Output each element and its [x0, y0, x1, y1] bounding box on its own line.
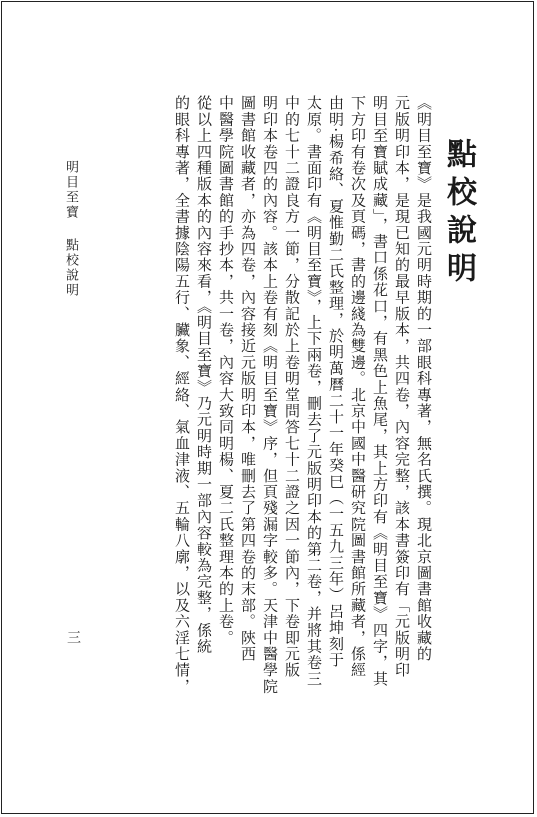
paragraph-2 — [171, 65, 215, 755]
text-line: 從以上四種版本的內容來看，《明目至寶》乃元明時期一部內容較為完整，係統 — [195, 95, 213, 655]
paragraph-1 — [215, 65, 435, 755]
text-line: 圖書館收藏者，亦為四卷，內容接近元版明印本，唯刪去了第四卷的末部。陝西 — [239, 95, 257, 662]
text-line: 下方印有卷次及頁碼，書的邊綫為雙邊。北京中國中醫研究院圖書館所藏者，係經 — [349, 95, 367, 679]
text-line: 的眼科專著，全書據陰陽五行、臟象、經絡、氣血津液、五輪八廓，以及六淫七情， — [173, 95, 191, 695]
text-line: 元版明印本，是現已知的最早版本，共四卷，內容完整，該本書簽印有「元版明印 — [393, 95, 411, 679]
body-text — [171, 65, 435, 755]
running-head-book-title: 明目至寶 — [63, 160, 78, 220]
text-line: 《明目至寶》是我國元明時期的一部眼科專著，無名氏撰。現北京圖書館收藏的 — [415, 95, 433, 662]
text-line: 明目至寶賦成藏」，書口係花口，有黑色上魚尾，其上方印有《明目至寶》四字，其 — [371, 95, 389, 687]
text-line: 中的七十二證良方一節，分散記於上卷明堂問答七十二證之因一節內，下卷即元版 — [283, 95, 301, 679]
text-line: 明印本卷四的內容。該本上卷有刻《明目至寶》序，但頁殘漏字較多。天津中醫學院 — [261, 95, 279, 695]
text-line: 中醫學院圖書館的手抄本，共一卷，內容大致同明楊、夏二氏整理本的上卷。 — [217, 95, 235, 646]
text-line: 由明·楊希絡、夏惟勤二氏整理，於明萬曆二十一年癸巳（一五九三年）呂坤刻于 — [327, 95, 345, 668]
text-line: 太原。書面印有《明目至寶》，上下兩卷，刪去了元版明印本的第二卷，并將其卷三 — [305, 95, 323, 687]
page-number: 三 — [65, 630, 81, 644]
page-title: 點校說明 — [441, 138, 476, 290]
running-head — [62, 160, 78, 298]
running-head-section: 點校說明 — [63, 238, 78, 298]
